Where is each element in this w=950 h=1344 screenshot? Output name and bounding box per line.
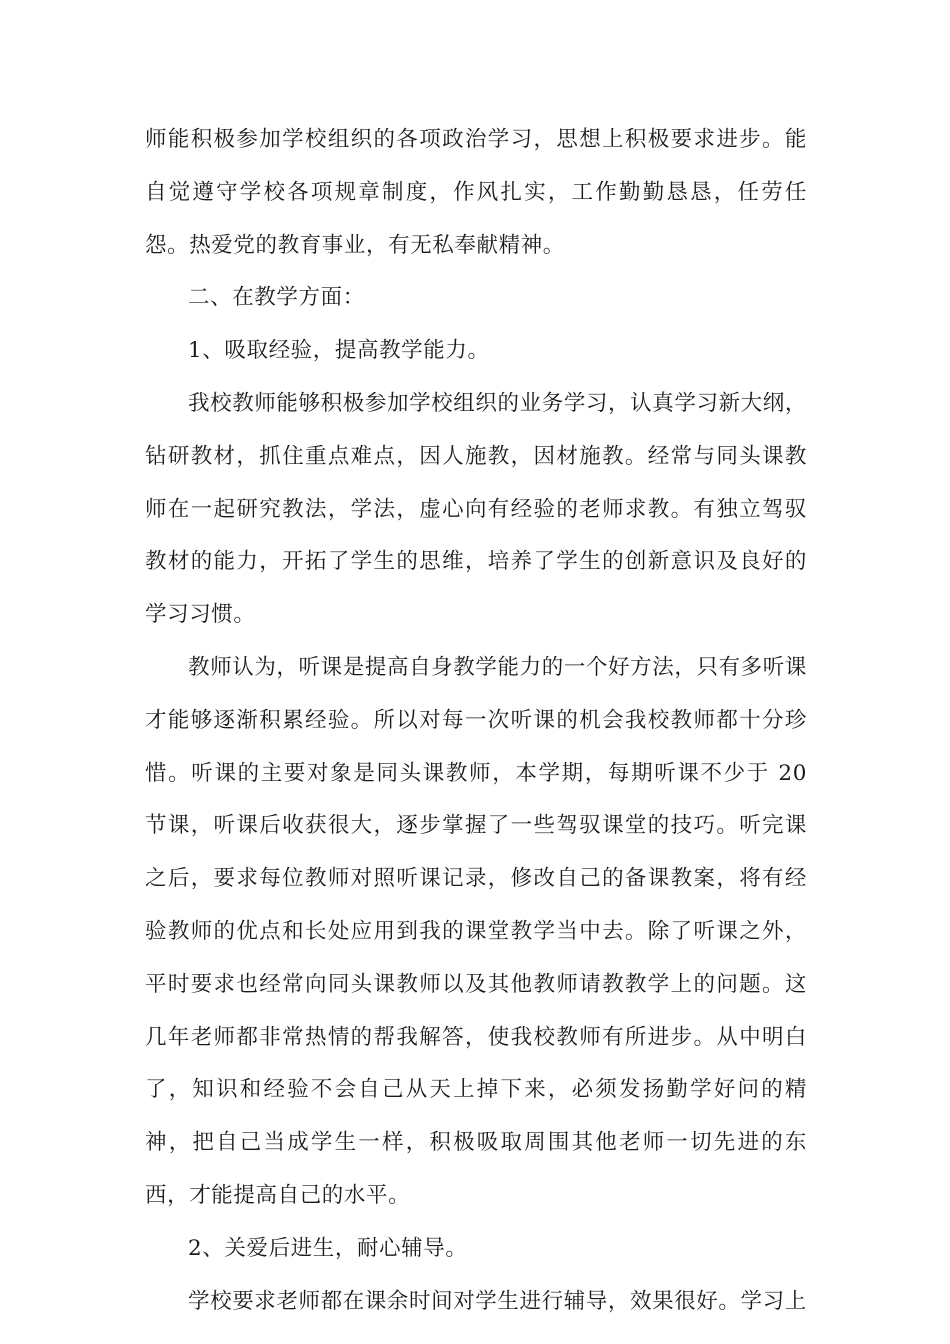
paragraph-tutoring: 学校要求老师都在课余时间对学生进行辅导，效果很好。学习上: [188, 1288, 807, 1314]
subheading-learn-experience: 1、吸取经验，提高教学能力。: [188, 338, 490, 364]
paragraph-lesson-observation: 教师认为，听课是提高自身教学能力的一个好方法，只有多听课才能够逐渐积累经验。所以对每一次听课的机会我校教师都十分珍惜。听课的主要对象是同头课教师，本学期，每期听课不少于 20 节课，听课后收获很大，逐步掌握了一些驾驭课堂的技巧。听完课之后，要求每位教师对照听课记录，修改自己的备课教案，将有经验教师的优点和长处应用到我的课堂教学当中去。除了听课之外，平时要求也经常向同头课教师以及其他教师请教教学上的问题。这几年老师都非常热情的帮我解答，使我校教师有所进步。从中明白了，知识和经验不会自己从天上掉下来，必须发扬勤学好问的精神，把自己当成学生一样，积极吸取周围其他老师一切先进的东西，才能提高自己的水平。: [145, 654, 807, 1208]
paragraph-business-study: 我校教师能够积极参加学校组织的业务学习，认真学习新大纲，钻研教材，抓住重点难点，因人施教，因材施教。经常与同头课教师在一起研究教法，学法，虚心向有经验的老师求教。有独立驾驭教材的能力，开拓了学生的思维，培养了学生的创新意识及良好的学习习惯。: [145, 390, 807, 628]
section-heading-teaching: 二、在教学方面：: [188, 285, 365, 311]
document-body: [145, 114, 807, 1328]
subheading-care-students: 2、关爱后进生，耐心辅导。: [188, 1235, 468, 1261]
paragraph-continuation: 师能积极参加学校组织的各项政治学习，思想上积极要求进步。能自觉遵守学校各项规章制度，作风扎实，工作勤勤恳恳，任劳任怨。热爱党的教育事业，有无私奉献精神。: [145, 127, 807, 258]
